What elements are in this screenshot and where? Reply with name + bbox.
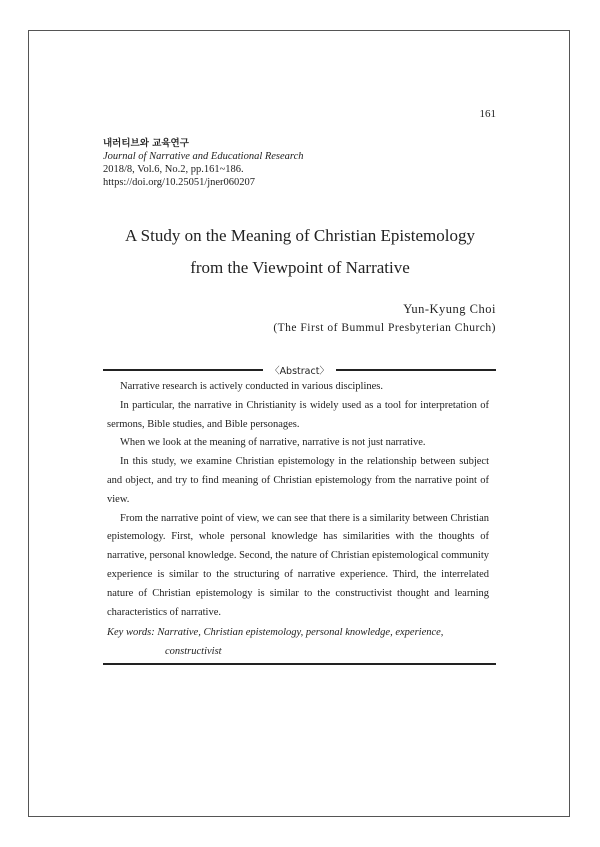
keywords-line-2: constructivist	[165, 645, 222, 657]
abstract-paragraph: From the narrative point of view, we can see that there is a similarity between Christian epistemology. First, whole personal knowledge has similarities with the thoughts of narrative, personal knowledge. Second, the nature of Christian epistemological community experience is similar to the structuring of narrative experience. Third, the interrelated nature of Christian epistemology is similar to the constructivist thought and learning characteristics of narrative.	[107, 512, 489, 618]
journal-issue: 2018/8, Vol.6, No.2, pp.161~186.	[103, 164, 244, 175]
keywords	[107, 624, 495, 662]
abstract-body	[107, 378, 489, 622]
abstract-label: 〈Abstract〉	[270, 366, 329, 377]
title-line-1: A Study on the Meaning of Christian Epistemology	[125, 226, 475, 245]
journal-info	[103, 137, 304, 189]
journal-korean-name: 내러티브와 교육연구	[103, 138, 189, 149]
abstract-paragraph: Narrative research is actively conducted in various disciplines.	[120, 381, 383, 392]
title-line-2: from the Viewpoint of Narrative	[190, 258, 410, 277]
abstract-paragraph: In particular, the narrative in Christianity is widely used as a tool for interpretation of sermons, Bible studies, and Bible personages.	[107, 399, 489, 430]
paper-title	[0, 220, 600, 284]
abstract-paragraph: In this study, we examine Christian epistemology in the relationship between subject and object, and try to find meaning of Christian epistemology from the narrative point of view.	[107, 456, 489, 505]
journal-doi[interactable]: https://doi.org/10.25051/jner060207	[103, 177, 256, 188]
abstract-bottom-rule	[103, 663, 496, 665]
abstract-rule-right	[336, 369, 496, 371]
journal-english-name: Journal of Narrative and Educational Research	[103, 151, 304, 162]
abstract-paragraph: When we look at the meaning of narrative, narrative is not just narrative.	[120, 437, 426, 449]
page-number: 161	[479, 108, 496, 120]
author-name: Yun-Kyung Choi	[403, 302, 496, 316]
keywords-line-1: Key words: Narrative, Christian epistemology, personal knowledge, experience,	[107, 627, 444, 638]
author-affiliation: (The First of Bummul Presbyterian Church)	[273, 322, 496, 334]
abstract-rule-left	[103, 369, 263, 371]
abstract-header	[103, 363, 496, 377]
